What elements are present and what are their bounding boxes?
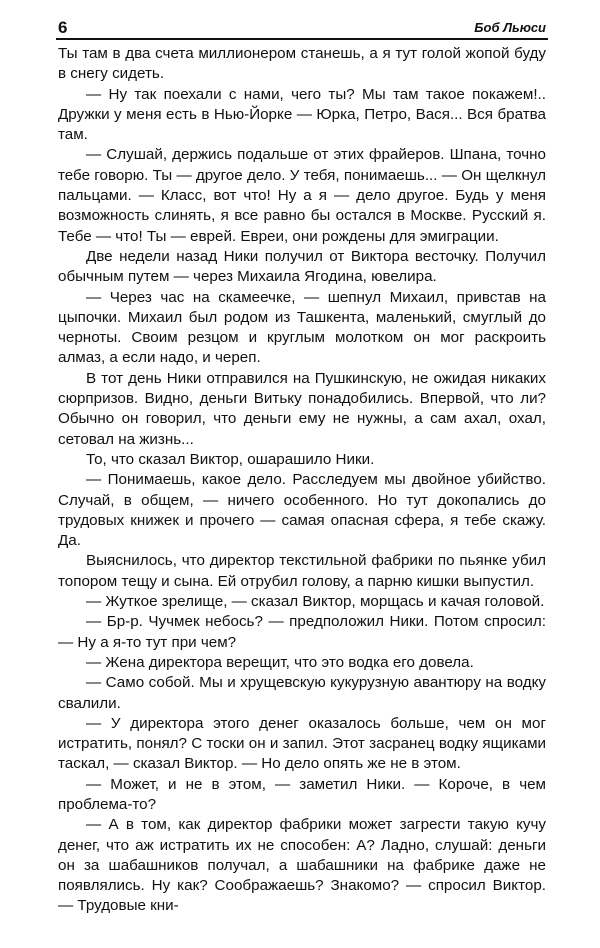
paragraph: — Может, и не в этом, — заметил Ники. — Короче, в чем проблема-то? [58,775,546,813]
paragraph: — Через час на скамеечке, — шепнул Михаил, привстав на цыпочки. Михаил был родом из Ташкента, маленький, смуглый до черноты. Своим резцом и круглым молотком он мог раскроить алмаз, а если надо, и череп. [58,288,546,367]
paragraph: — Понимаешь, какое дело. Расследуем мы двойное убийство. Случай, в общем, — ничего особенного. Но тут докопались до трудовых книжек и прочего — самая опасная сфера, я тебе скажу. Да. [58,471,546,550]
paragraph: Две недели назад Ники получил от Виктора весточку. Получил обычным путем — через Михаила Ягодина, ювелира. [58,247,546,286]
body-text [58,44,546,917]
page-header [56,18,548,40]
paragraph: Выяснилось, что директор текстильной фабрики по пьянке убил топором тещу и сына. Ей отрубил голову, а парню кишки выпустил. [58,552,546,590]
paragraph: То, что сказал Виктор, ошарашило Ники. [86,450,375,468]
paragraph: — Жена директора верещит, что это водка его довела. [86,653,474,671]
paragraph: — Бр-р. Чучмек небось? — предположил Ники. Потом спросил: — Ну а я-то тут при чем? [58,613,546,651]
page-number: 6 [58,18,68,37]
paragraph: — Само собой. Мы и хрущевскую кукурузную авантюру на водку свалили. [58,674,546,712]
paragraph: — Слушай, держись подальше от этих фрайеров. Шпана, точно тебе говорю. Ты — другое дело. У тебя, понимаешь... — Он щелкнул пальцами. — Класс, вот что! Ну а я — дело другое. Будь у меня возможность слинять, я все равно бы остался в Москве. Русский я. Тебе — что! Ты — еврей. Евреи, они рождены для эмиграции. [58,146,546,245]
running-head-author: Боб Льюси [474,20,546,35]
paragraph: — У директора этого денег оказалось больше, чем он мог истратить, понял? С тоски он и запил. Этот засранец водку ящиками таскал, — сказал Виктор. — Но дело опять же не в этом. [58,714,546,773]
paragraph: Ты там в два счета миллионером станешь, а я тут голой жопой буду в снегу сидеть. [58,45,546,83]
paragraph: — Жуткое зрелище, — сказал Виктор, морщась и качая головой. [86,593,545,611]
paragraph: В тот день Ники отправился на Пушкинскую, не ожидая никаких сюрпризов. Видно, деньги Витьку понадобились. Впервой, что ли? Обычно он говорил, что деньги ему не нужны, а сам ахал, охал, сетовал на жизнь... [58,369,546,448]
paragraph: — Ну так поехали с нами, чего ты? Мы там такое покажем!.. Дружки у меня есть в Нью-Йорке — Юрка, Петро, Вася... Вся братва там. [58,85,546,144]
paragraph: — А в том, как директор фабрики может загрести такую кучу денег, что аж истратить их не способен: А? Ладно, слушай: деньги он за шабашников получал, а шабашники на фабрике даже не появлялись. Ну как? Соображаешь? Знакомо? — спросил Виктор. — Трудовые кни- [58,816,546,915]
